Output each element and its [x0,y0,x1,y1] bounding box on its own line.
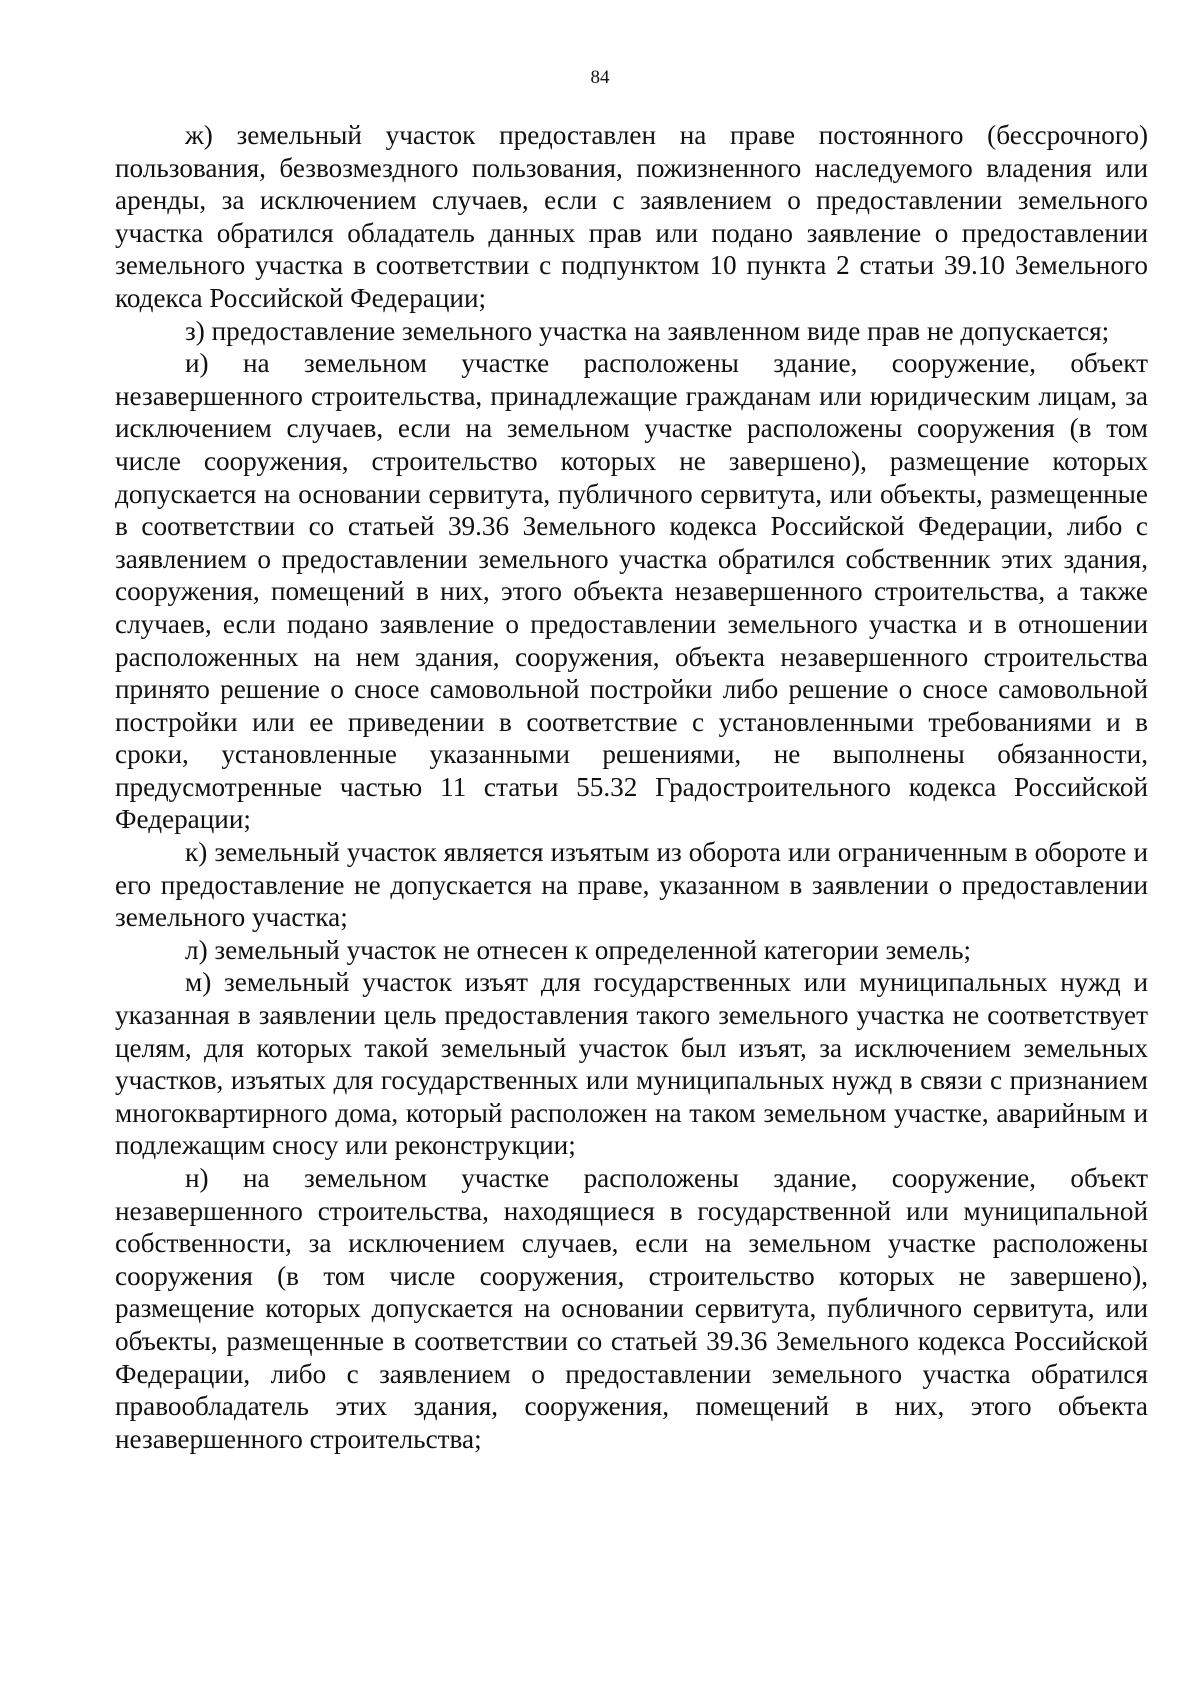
paragraph-item-l: л) земельный участок не отнесен к определенной категории земель; [185,934,972,965]
paragraph-item-k: к) земельный участок является изъятым из оборота или ограниченным в обороте и его предоставление не допускается на праве, указанном в заявлении о предоставлении земельного участка; [115,837,1148,933]
paragraph-item-n: н) на земельном участке расположены здание, сооружение, объект незавершенного строительства, находящиеся в государственной или муниципальной собственности, за исключением случаев, если на земельном участке расположены сооружения (в том числе сооружения, строительство которых не завершено), размещение которых допускается на основании сервитута, публичного сервитута, или объекты, размещенные в соответствии со статьей 39.36 Земельного кодекса Российской Федерации, либо с заявлением о предоставлении земельного участка обратился правообладатель этих здания, сооружения, помещений в них, этого объекта незавершенного строительства; [115,1163,1148,1454]
page-number: 84 [590,67,610,88]
paragraph-item-zh: ж) земельный участок предоставлен на праве постоянного (бессрочного) пользования, безвозмездного пользования, пожизненного наследуемого владения или аренды, за исключением случаев, если с заявлением о предоставлении земельного участка обратился обладатель данных прав или подано заявление о предоставлении земельного участка в соответствии с подпунктом 10 пункта 2 статьи 39.10 Земельного кодекса Российской Федерации; [115,120,1148,313]
paragraph-item-m: м) земельный участок изъят для государственных или муниципальных нужд и указанная в заявлении цель предоставления такого земельного участка не соответствует целям, для которых такой земельный участок был изъят, за исключением земельных участков, изъятых для государственных или муниципальных нужд в связи с признанием многоквартирного дома, который расположен на таком земельном участке, аварийным и подлежащим сносу или реконструкции; [115,967,1148,1161]
paragraph-item-z: з) предоставление земельного участка на заявленном виде прав не допускается; [185,315,1110,346]
document-body [115,119,1148,1455]
paragraph-item-i: и) на земельном участке расположены здание, сооружение, объект незавершенного строительства, принадлежащие гражданам или юридическим лицам, за исключением случаев, если на земельном участке расположены сооружения (в том числе сооружения, строительство которых не завершено), размещение которых допускается на основании сервитута, публичного сервитута, или объекты, размещенные в соответствии со статьей 39.36 Земельного кодекса Российской Федерации, либо с заявлением о предоставлении земельного участка обратился собственник этих здания, сооружения, помещений в них, этого объекта незавершенного строительства, а также случаев, если подано заявление о предоставлении земельного участка и в отношении расположенных на нем здания, сооружения, объекта незавершенного строительства принято решение о сносе самовольной постройки либо решение о сносе самовольной постройки или ее приведении в соответствие с установленными требованиями и в сроки, установленные указанными решениями, не выполнены обязанности, предусмотренные частью 11 статьи 55.32 Градостроительного кодекса Российской Федерации; [115,348,1148,835]
